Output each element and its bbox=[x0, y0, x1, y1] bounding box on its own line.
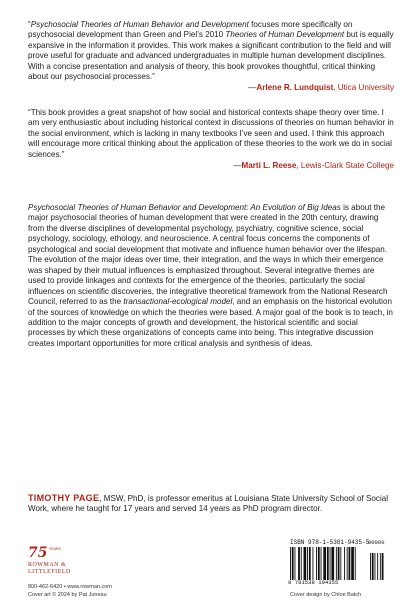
quote-1-text: “Psychosocial Theories of Human Behavior and Development focuses more specifically on psychosocial development than Green and Piel’s 2010 Theories of Human Development but is equally expansive in the information it provides. This work makes a significant contribution to the field and will prove useful for graduate and advanced undergraduates in multiple human development disciplines. With a concise presentation and analysis of theory, this book provokes thoughtful, critical thinking about our psychosocial processes.” bbox=[28, 20, 394, 82]
publisher-logo bbox=[28, 545, 108, 585]
barcode-digits: 9 781538 194355 bbox=[288, 579, 339, 586]
quote-2-author: Marti L. Reese bbox=[241, 161, 297, 171]
isbn-barcode bbox=[288, 539, 390, 588]
barcode-bars bbox=[290, 547, 390, 580]
quote-1-attribution: —Arlene R. Lundquist, Utica University bbox=[248, 83, 394, 93]
publisher-name-line-1: ROWMAN & bbox=[28, 562, 67, 568]
cover-design-credit: Cover design by Chloe Batch bbox=[290, 592, 362, 598]
quote-1-cited-title: Theories of Human Development bbox=[225, 30, 345, 40]
anniversary-years-label: YEARS bbox=[49, 547, 61, 551]
description-text: , and an emphasis on the historical evolution of the sources of knowledge on which the theories were based. A major goal of the book is to teach, in addition to the major concepts of growth and development, the historical scientific and social processes by which these organizations of concepts came into being. This integrative discussion creates important opportunities for more critical analysis and synthesis of ideas. bbox=[28, 297, 393, 348]
quote-1-affiliation: , Utica University bbox=[333, 83, 394, 93]
publisher-name-line-2: LITTLEFIELD bbox=[28, 569, 71, 575]
quote-1-text-part: focuses more specifically on psychosocial development than Green and Piel’s 2010 bbox=[28, 20, 353, 40]
endorsement-quote-1 bbox=[28, 20, 394, 94]
author-bio-text: , MSW, PhD, is professor emeritus at Louisiana State University School of Social Work, where he taught for 17 years and served 14 years as PhD program director. bbox=[28, 494, 389, 514]
endorsement-quote-2 bbox=[28, 108, 394, 171]
isbn-label: ISBN 978-1-5381-9435-5 bbox=[290, 539, 370, 546]
barcode-addon: 90000 bbox=[368, 539, 385, 546]
quote-2-affiliation: , Lewis-Clark State College bbox=[296, 161, 394, 171]
quote-1-book-title: Psychosocial Theories of Human Behavior and Development bbox=[30, 20, 249, 29]
quote-2-text: “This book provides a great snapshot of how social and historical contexts shape theory over time. I am very enthusiastic about including historical context in discussions of theories on human behavior in the social environment, which is lacking in many textbooks I’ve seen and used. I think this approach will encourage more critical thinking about the application of these theories to the work we do in social sciences.” bbox=[28, 108, 394, 159]
description-text: is about the major psychosocial theories of human development that were created in the 20th century, drawing from the diverse disciplines of developmental psychology, psychiatry, cognitive science, social psychology, sociology, ethology, and neuroscience. A central focus concerns the components of psychological and social development that motivate and influence human behavior over the lifespan. The evolution of the major ideas over time, their integration, and the ways in which their emergence was shaped by their mutual influences is emphasized throughout. Several integrative themes are used to provide linkages and contexts for the emergence of the theories, particularly the social influences on scientific discoveries, the integrative theoretical framework from the National Research Council, referred to as the bbox=[28, 203, 388, 307]
author-bio bbox=[28, 493, 394, 515]
quote-1-text-part: but is equally expansive in the information it provides. This work makes a significant contribution to the field and will prove useful for graduate and advanced undergraduates in multiple human development disciplines. With a concise presentation and analysis of theory, this book provokes thoughtful, critical thinking about our psychosocial processes.” bbox=[28, 30, 394, 82]
anniversary-number: 75 bbox=[28, 545, 48, 561]
author-name: TIMOTHY PAGE bbox=[28, 493, 100, 503]
book-description bbox=[28, 203, 394, 349]
quote-2-attribution: —Marti L. Reese, Lewis-Clark State College bbox=[233, 161, 394, 171]
cover-art-credit: Cover art © 2024 by Pat Juneau bbox=[28, 592, 107, 598]
description-book-title: Psychosocial Theories of Human Behavior and Development: An Evolution of Big Ideas bbox=[28, 203, 341, 212]
description-model-name: transactional-ecological model bbox=[123, 297, 233, 307]
publisher-contact: 800-462-6420 • www.rowman.com bbox=[28, 584, 112, 590]
quote-1-author: Arlene R. Lundquist bbox=[256, 83, 334, 93]
